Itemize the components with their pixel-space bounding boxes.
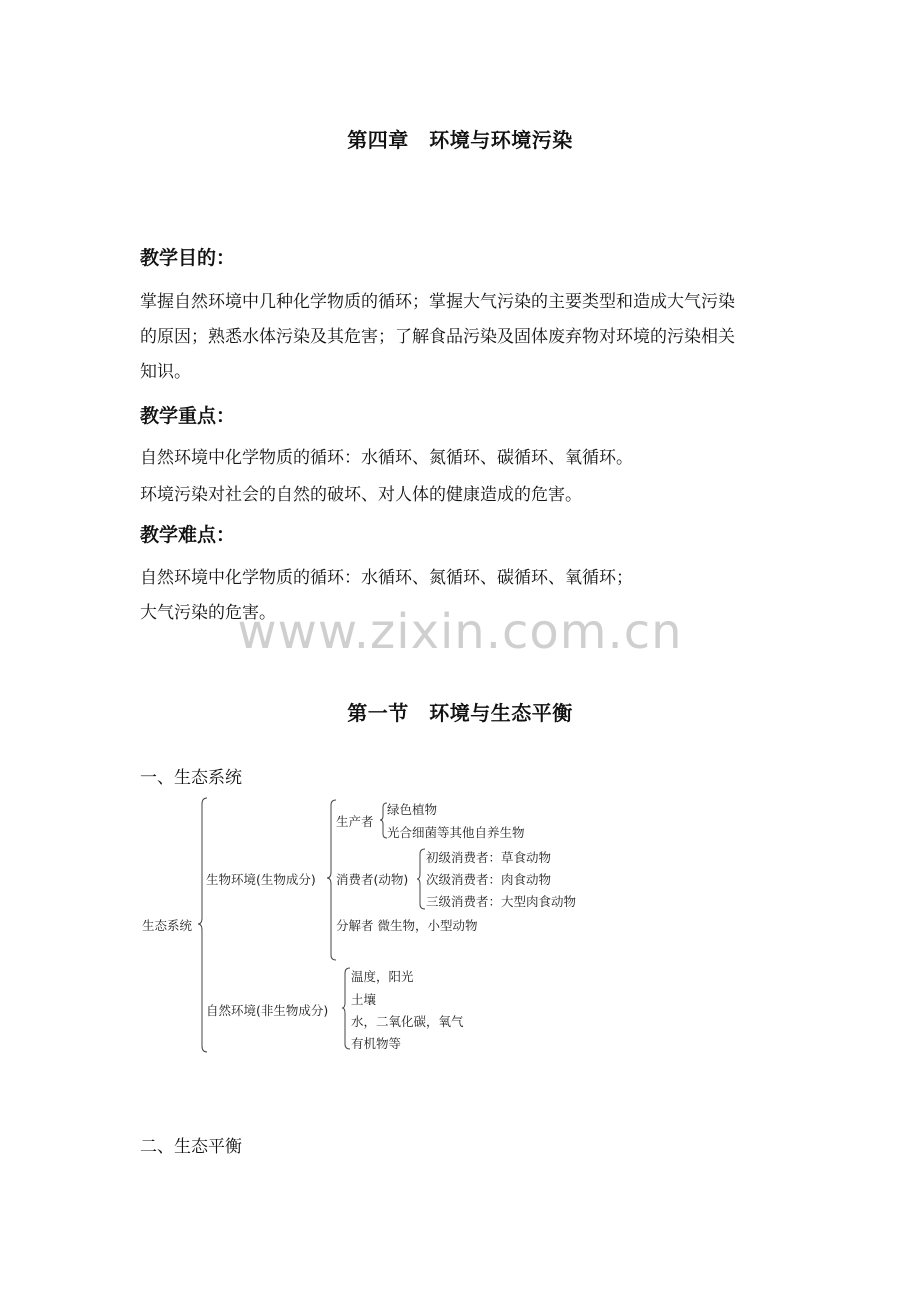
teaching-key-heading: 教学重点： xyxy=(140,405,236,427)
tree-producer-item-1: 绿色植物 xyxy=(387,802,438,817)
teaching-key-line-2: 环境污染对社会的自然的破坏、对人体的健康造成的危害。 xyxy=(140,485,582,505)
teaching-difficulty-line-2: 大气污染的危害。 xyxy=(140,603,276,623)
part2-heading: 二、生态平衡 xyxy=(140,1137,242,1157)
tree-nat-env: 自然环境(非生物成分) xyxy=(206,1003,329,1018)
tree-nat-item-1: 温度，阳光 xyxy=(351,969,414,984)
watermark: www.zixin.com.cn xyxy=(237,604,683,660)
nat-env-brace xyxy=(342,968,350,1049)
tree-consumer-item-1: 初级消费者：草食动物 xyxy=(426,850,552,865)
part1-heading: 一、生态系统 xyxy=(140,768,242,788)
bio-env-brace xyxy=(327,800,336,960)
tree-nat-item-2: 土壤 xyxy=(351,992,377,1007)
tree-producer-item-2: 光合细菌等其他自养生物 xyxy=(387,825,525,840)
consumer-brace xyxy=(417,849,425,909)
teaching-goal-line-2: 的原因；熟悉水体污染及其危害；了解食品污染及固体废弃物对环境的污染相关 xyxy=(140,327,735,347)
tree-decomposer: 分解者 微生物，小型动物 xyxy=(336,918,478,933)
tree-consumer: 消费者(动物) xyxy=(336,872,409,887)
teaching-goal-line-3: 知识。 xyxy=(140,362,191,382)
tree-consumer-item-2: 次级消费者：肉食动物 xyxy=(426,872,552,887)
tree-consumer-item-3: 三级消费者：大型肉食动物 xyxy=(426,894,577,909)
teaching-key-line-1: 自然环境中化学物质的循环：水循环、氮循环、碳循环、氧循环。 xyxy=(140,448,633,468)
teaching-goal-heading: 教学目的： xyxy=(140,247,236,269)
tree-nat-item-3: 水，二氧化碳，氧气 xyxy=(351,1014,464,1029)
tree-bio-env: 生物环境(生物成分) xyxy=(206,872,316,887)
chapter-title: 第四章 环境与环境污染 xyxy=(347,128,573,152)
teaching-goal-line-1: 掌握自然环境中几种化学物质的循环；掌握大气污染的主要类型和造成大气污染 xyxy=(140,292,735,312)
section-title: 第一节 环境与生态平衡 xyxy=(347,701,573,725)
tree-nat-item-4: 有机物等 xyxy=(351,1036,402,1051)
tree-root: 生态系统 xyxy=(142,918,193,933)
teaching-difficulty-heading: 教学难点： xyxy=(140,524,236,546)
teaching-difficulty-line-1: 自然环境中化学物质的循环：水循环、氮循环、碳循环、氧循环； xyxy=(140,568,633,588)
tree-producer: 生产者 xyxy=(336,814,374,829)
producer-brace xyxy=(380,803,387,838)
